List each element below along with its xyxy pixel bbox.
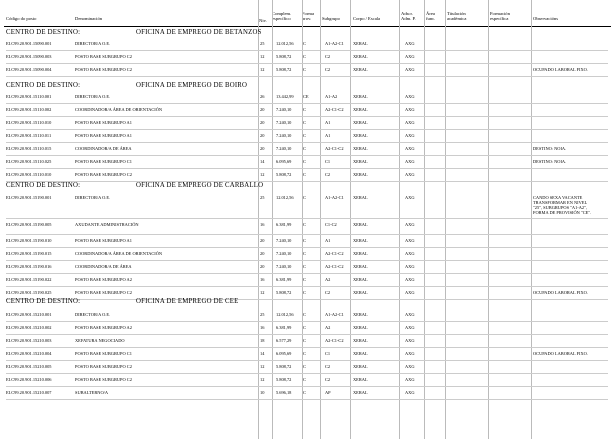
cell-subgrupo: C2 <box>325 377 331 382</box>
cell-subgrupo: A2-C1-C2 <box>325 107 344 112</box>
header-observations: Observacións <box>533 16 559 21</box>
cell-adscr: AXG <box>405 195 415 200</box>
cell-code: EI.C99.20.901.15190.022 <box>6 277 52 282</box>
cell-niv: 20 <box>260 120 265 125</box>
row-divider <box>6 103 608 104</box>
section-office: OFICINA DE EMPREGO DE CEE <box>136 298 239 305</box>
cell-subgrupo: C2 <box>325 54 331 59</box>
cell-adscr: AXG <box>405 290 415 295</box>
cell-complem: 7.240,10 <box>276 264 292 269</box>
cell-niv: 12 <box>260 377 265 382</box>
row-divider <box>6 116 608 117</box>
cell-corpo: XERAL <box>353 238 368 243</box>
cell-subgrupo: AP <box>325 390 331 395</box>
section-office: OFICINA DE EMPREGO DE BETANZOS <box>136 29 262 36</box>
cell-forma: C <box>303 195 306 200</box>
cell-denom: DIRECTOR/A O.E. <box>75 41 111 46</box>
cell-code: EI.C99.20.901.15110.010 <box>6 172 52 177</box>
cell-corpo: XERAL <box>353 222 368 227</box>
cell-subgrupo: A2-C1-C2 <box>325 251 344 256</box>
header-body: Corpo / Escala <box>353 16 381 21</box>
row-divider <box>6 218 608 219</box>
cell-adscr: AXG <box>405 133 415 138</box>
cell-corpo: XERAL <box>353 264 368 269</box>
cell-adscr: AXG <box>405 351 415 356</box>
cell-niv: 10 <box>260 390 265 395</box>
row-divider <box>6 155 608 156</box>
row-divider <box>6 168 608 169</box>
cell-obs: OCUPADO LABORAL FIXO. <box>533 351 588 356</box>
header-divider <box>4 26 611 27</box>
cell-corpo: XERAL <box>353 312 368 317</box>
cell-code: EI.C99.20.901.15190.015 <box>6 251 52 256</box>
cell-denom: COORDINADOR/A ÁREA DE ORIENTACIÓN <box>75 251 163 256</box>
cell-forma: CE <box>303 94 309 99</box>
cell-code: EI.C99.20.901.15110.025 <box>6 159 52 164</box>
cell-adscr: AXG <box>405 54 415 59</box>
section-label: CENTRO DE DESTINO: <box>6 298 81 305</box>
cell-adscr: AXG <box>405 251 415 256</box>
cell-complem: 6.095,69 <box>276 159 292 164</box>
cell-niv: 12 <box>260 67 265 72</box>
cell-complem: 6.095,69 <box>276 351 292 356</box>
row-divider <box>6 142 608 143</box>
cell-adscr: AXG <box>405 159 415 164</box>
cell-denom: POSTO BASE SUBGRUPO C1 <box>75 351 132 356</box>
cell-niv: 18 <box>260 338 265 343</box>
cell-complem: 7.240,10 <box>276 251 292 256</box>
cell-niv: 20 <box>260 146 265 151</box>
cell-denom: POSTO BASE SUBGRUPO C2 <box>75 172 132 177</box>
cell-subgrupo: C2 <box>325 67 331 72</box>
header-area: Área func. <box>426 11 436 21</box>
cell-code: EI.C99.20.901.15110.015 <box>6 146 52 151</box>
cell-subgrupo: A2-C1-C2 <box>325 264 344 269</box>
cell-denom: AXUDANTE ADMINISTRACIÓN <box>75 222 139 227</box>
cell-adscr: AXG <box>405 41 415 46</box>
cell-corpo: XERAL <box>353 351 368 356</box>
cell-denom: POSTO BASE SUBGRUPO A1 <box>75 238 132 243</box>
cell-forma: C <box>303 312 306 317</box>
cell-complem: 6.381,99 <box>276 325 292 330</box>
cell-complem: 12.012,56 <box>276 195 294 200</box>
cell-complem: 12.012,56 <box>276 312 294 317</box>
cell-forma: C <box>303 222 306 227</box>
section-label: CENTRO DE DESTINO: <box>6 82 81 89</box>
row-divider <box>6 299 608 300</box>
cell-adscr: AXG <box>405 67 415 72</box>
cell-denom: POSTO BASE SUBGRUPO C2 <box>75 377 132 382</box>
cell-corpo: XERAL <box>353 54 368 59</box>
cell-niv: 12 <box>260 54 265 59</box>
cell-forma: C <box>303 41 306 46</box>
cell-code: EI.C99.20.901.15210.007 <box>6 390 52 395</box>
cell-denom: POSTO BASE SUBGRUPO C2 <box>75 290 132 295</box>
cell-adscr: AXG <box>405 120 415 125</box>
cell-subgrupo: A1-A2 <box>325 94 338 99</box>
cell-subgrupo: C2 <box>325 290 331 295</box>
cell-forma: C <box>303 351 306 356</box>
header-subgroup: Subgrupo <box>322 16 340 21</box>
cell-denom: POSTO BASE SUBGRUPO A1 <box>75 133 132 138</box>
cell-code: EI.C99.20.901.15190.005 <box>6 222 52 227</box>
header-provision: Forma prov. <box>302 11 314 21</box>
row-divider <box>6 273 608 274</box>
cell-subgrupo: A2-C1-C2 <box>325 146 344 151</box>
row-divider <box>6 386 608 387</box>
cell-adscr: AXG <box>405 377 415 382</box>
cell-niv: 20 <box>260 107 265 112</box>
cell-niv: 26 <box>260 94 265 99</box>
cell-denom: SUBALTERNO/A <box>75 390 109 395</box>
cell-adscr: AXG <box>405 338 415 343</box>
cell-complem: 7.240,10 <box>276 133 292 138</box>
cell-forma: C <box>303 67 306 72</box>
cell-obs: DESTINO: NOIA. <box>533 159 567 164</box>
cell-complem: 5.808,72 <box>276 172 292 177</box>
cell-complem: 6.381,99 <box>276 277 292 282</box>
cell-forma: C <box>303 290 306 295</box>
cell-niv: 25 <box>260 195 265 200</box>
cell-adscr: AXG <box>405 238 415 243</box>
cell-niv: 25 <box>260 312 265 317</box>
cell-denom: DIRECTOR/A O.E. <box>75 195 111 200</box>
cell-adscr: AXG <box>405 264 415 269</box>
row-divider <box>6 347 608 348</box>
header-level: Niv. <box>259 18 267 23</box>
cell-complem: 7.240,10 <box>276 146 292 151</box>
cell-denom: POSTO BASE SUBGRUPO A1 <box>75 120 132 125</box>
cell-denom: POSTO BASE SUBGRUPO C2 <box>75 54 132 59</box>
cell-adscr: AXG <box>405 172 415 177</box>
row-divider <box>6 76 608 77</box>
row-divider <box>6 234 608 235</box>
cell-obs: OCUPADO LABORAL FIXO. <box>533 67 588 72</box>
cell-adscr: AXG <box>405 107 415 112</box>
cell-code: EI.C99.20.901.15210.005 <box>6 364 52 369</box>
cell-complem: 5.808,72 <box>276 67 292 72</box>
cell-forma: C <box>303 54 306 59</box>
row-divider <box>6 373 608 374</box>
cell-corpo: XERAL <box>353 94 368 99</box>
cell-niv: 20 <box>260 264 265 269</box>
cell-complem: 7.240,10 <box>276 238 292 243</box>
cell-forma: C <box>303 364 306 369</box>
row-divider <box>6 63 608 64</box>
cell-niv: 25 <box>260 41 265 46</box>
cell-code: EI.C99.20.901.15090.003 <box>6 54 52 59</box>
cell-adscr: AXG <box>405 277 415 282</box>
cell-denom: POSTO BASE SUBGRUPO C2 <box>75 364 132 369</box>
cell-niv: 14 <box>260 351 265 356</box>
row-divider <box>6 360 608 361</box>
cell-corpo: XERAL <box>353 120 368 125</box>
cell-subgrupo: A1-A2-C1 <box>325 41 344 46</box>
cell-corpo: XERAL <box>353 390 368 395</box>
cell-denom: XEFATURA NEGOCIADO <box>75 338 125 343</box>
cell-corpo: XERAL <box>353 67 368 72</box>
cell-forma: C <box>303 238 306 243</box>
cell-niv: 16 <box>260 277 265 282</box>
cell-forma: C <box>303 338 306 343</box>
cell-denom: POSTO BASE SUBGRUPO C2 <box>75 67 132 72</box>
cell-niv: 12 <box>260 290 265 295</box>
cell-subgrupo: A1 <box>325 238 331 243</box>
cell-subgrupo: A2 <box>325 325 331 330</box>
cell-denom: DIRECTOR/A O.E. <box>75 94 111 99</box>
cell-forma: C <box>303 325 306 330</box>
cell-denom: DIRECTOR/A O.E. <box>75 312 111 317</box>
cell-complem: 6.381,99 <box>276 222 292 227</box>
cell-code: EI.C99.20.901.15190.001 <box>6 195 52 200</box>
row-divider <box>6 321 608 322</box>
cell-subgrupo: A2-C1-C2 <box>325 338 344 343</box>
header-denomination: Denominación <box>75 16 103 21</box>
cell-code: EI.C99.20.901.15090.004 <box>6 67 52 72</box>
cell-subgrupo: A2 <box>325 277 331 282</box>
cell-code: EI.C99.20.901.15110.002 <box>6 107 52 112</box>
cell-complem: 13.442,99 <box>276 94 294 99</box>
cell-forma: C <box>303 120 306 125</box>
cell-denom: COORDINADOR/A ÁREA DE ORIENTACIÓN <box>75 107 163 112</box>
cell-denom: POSTO BASE SUBGRUPO A2 <box>75 277 132 282</box>
cell-niv: 12 <box>260 364 265 369</box>
cell-niv: 20 <box>260 238 265 243</box>
cell-subgrupo: C1-C2 <box>325 222 337 227</box>
cell-complem: 5.808,72 <box>276 290 292 295</box>
cell-code: EI.C99.20.901.15210.001 <box>6 312 52 317</box>
cell-complem: 5.808,72 <box>276 377 292 382</box>
row-divider <box>6 129 608 130</box>
cell-code: EI.C99.20.901.15210.002 <box>6 325 52 330</box>
cell-forma: C <box>303 277 306 282</box>
cell-complem: 5.696,18 <box>276 390 292 395</box>
cell-adscr: AXG <box>405 94 415 99</box>
section-label: CENTRO DE DESTINO: <box>6 29 81 36</box>
cell-corpo: XERAL <box>353 172 368 177</box>
cell-corpo: XERAL <box>353 146 368 151</box>
cell-niv: 16 <box>260 222 265 227</box>
cell-denom: POSTO BASE SUBGRUPO A2 <box>75 325 132 330</box>
cell-adscr: AXG <box>405 325 415 330</box>
cell-forma: C <box>303 377 306 382</box>
cell-niv: 14 <box>260 159 265 164</box>
cell-forma: C <box>303 172 306 177</box>
cell-niv: 20 <box>260 251 265 256</box>
header-complement: Complem. específico <box>272 11 292 21</box>
cell-niv: 12 <box>260 172 265 177</box>
cell-corpo: XERAL <box>353 290 368 295</box>
row-divider <box>6 260 608 261</box>
cell-adscr: AXG <box>405 222 415 227</box>
cell-corpo: XERAL <box>353 159 368 164</box>
cell-forma: C <box>303 107 306 112</box>
cell-subgrupo: A1 <box>325 133 331 138</box>
cell-adscr: AXG <box>405 364 415 369</box>
cell-obs: DESTINO: NOIA. <box>533 146 567 151</box>
cell-forma: C <box>303 133 306 138</box>
cell-complem: 6.577,29 <box>276 338 292 343</box>
cell-corpo: XERAL <box>353 338 368 343</box>
cell-corpo: XERAL <box>353 133 368 138</box>
row-divider <box>6 399 608 400</box>
cell-obs: CANDO SEXA VACANTE TRANSFORMAR EN NIVEL "25", SUBGRUPOS "A1-A2", FORMA DE PROVISIÓN "CE". <box>533 195 592 215</box>
row-divider <box>6 181 608 182</box>
cell-subgrupo: A1-A2-C1 <box>325 312 344 317</box>
cell-subgrupo: C1 <box>325 159 331 164</box>
cell-code: EI.C99.20.901.15110.011 <box>6 133 52 138</box>
cell-code: EI.C99.20.901.15090.001 <box>6 41 52 46</box>
cell-code: EI.C99.20.901.15190.025 <box>6 290 52 295</box>
cell-subgrupo: A1 <box>325 120 331 125</box>
cell-forma: C <box>303 146 306 151</box>
cell-complem: 5.808,72 <box>276 364 292 369</box>
row-divider <box>6 334 608 335</box>
section-office: OFICINA DE EMPREGO DE CARBALLO <box>136 182 264 189</box>
cell-corpo: XERAL <box>353 107 368 112</box>
cell-denom: COORDINADOR/A DE ÁREA <box>75 264 132 269</box>
cell-code: EI.C99.20.901.15110.001 <box>6 94 52 99</box>
cell-subgrupo: C1 <box>325 351 331 356</box>
cell-complem: 7.240,10 <box>276 107 292 112</box>
row-divider <box>6 286 608 287</box>
cell-forma: C <box>303 251 306 256</box>
cell-niv: 20 <box>260 133 265 138</box>
cell-code: EI.C99.20.901.15190.016 <box>6 264 52 269</box>
cell-corpo: XERAL <box>353 325 368 330</box>
cell-corpo: XERAL <box>353 251 368 256</box>
row-divider <box>6 247 608 248</box>
cell-forma: C <box>303 390 306 395</box>
section-label: CENTRO DE DESTINO: <box>6 182 81 189</box>
cell-corpo: XERAL <box>353 364 368 369</box>
header-degree: Titulación académica <box>447 11 467 21</box>
cell-niv: 16 <box>260 325 265 330</box>
cell-adscr: AXG <box>405 312 415 317</box>
cell-corpo: XERAL <box>353 195 368 200</box>
row-divider <box>6 50 608 51</box>
cell-code: EI.C99.20.901.15190.010 <box>6 238 52 243</box>
cell-adscr: AXG <box>405 390 415 395</box>
header-code: Código do posto <box>6 16 37 21</box>
header-training: Formación específica <box>490 11 510 21</box>
cell-code: EI.C99.20.901.15210.003 <box>6 338 52 343</box>
cell-corpo: XERAL <box>353 377 368 382</box>
cell-corpo: XERAL <box>353 41 368 46</box>
header-adscription: Adscr. Adm. P. <box>401 11 416 21</box>
cell-subgrupo: C2 <box>325 172 331 177</box>
cell-denom: POSTO BASE SUBGRUPO C1 <box>75 159 132 164</box>
cell-forma: C <box>303 264 306 269</box>
cell-adscr: AXG <box>405 146 415 151</box>
cell-forma: C <box>303 159 306 164</box>
cell-complem: 7.240,10 <box>276 120 292 125</box>
cell-subgrupo: C2 <box>325 364 331 369</box>
cell-code: EI.C99.20.901.15210.006 <box>6 377 52 382</box>
cell-obs: OCUPADO LABORAL FIXO. <box>533 290 588 295</box>
cell-denom: COORDINADOR/A DE ÁREA <box>75 146 132 151</box>
cell-corpo: XERAL <box>353 277 368 282</box>
cell-complem: 5.808,72 <box>276 54 292 59</box>
cell-code: EI.C99.20.901.15210.004 <box>6 351 52 356</box>
cell-subgrupo: A1-A2-C1 <box>325 195 344 200</box>
section-office: OFICINA DE EMPREGO DE BOIRO <box>136 82 248 89</box>
cell-complem: 12.012,56 <box>276 41 294 46</box>
cell-code: EI.C99.20.901.15110.010 <box>6 120 52 125</box>
